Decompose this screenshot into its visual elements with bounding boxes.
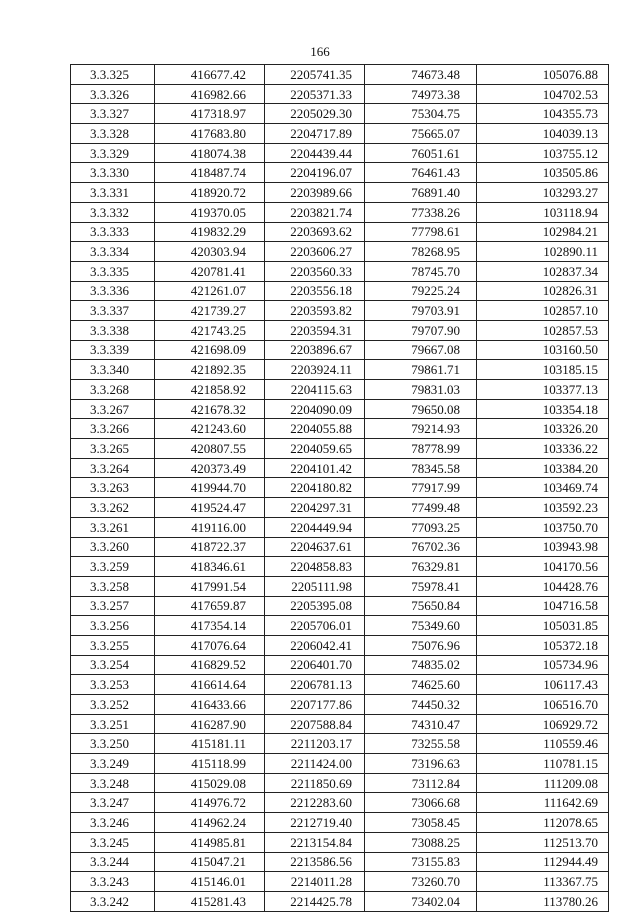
table-row <box>71 773 609 793</box>
coord-x-cell: 417354.14 <box>155 616 265 636</box>
coord-y2-cell: 104039.13 <box>477 124 609 144</box>
point-id-cell: 3.3.325 <box>71 65 155 85</box>
coord-y2-cell: 103755.12 <box>477 143 609 163</box>
table-row <box>71 537 609 557</box>
coord-x2-cell: 78745.70 <box>365 261 477 281</box>
coord-x2-cell: 73260.70 <box>365 872 477 892</box>
table-row <box>71 84 609 104</box>
coord-y-cell: 2213586.56 <box>265 852 365 872</box>
coord-x-cell: 420807.55 <box>155 439 265 459</box>
table-row <box>71 872 609 892</box>
coord-y-cell: 2206781.13 <box>265 675 365 695</box>
coord-y2-cell: 102890.11 <box>477 242 609 262</box>
coord-x2-cell: 79225.24 <box>365 281 477 301</box>
point-id-cell: 3.3.262 <box>71 498 155 518</box>
coord-y-cell: 2203593.82 <box>265 301 365 321</box>
coord-y-cell: 2206401.70 <box>265 655 365 675</box>
coord-x2-cell: 78778.99 <box>365 439 477 459</box>
coord-x2-cell: 73112.84 <box>365 773 477 793</box>
coord-x-cell: 416433.66 <box>155 695 265 715</box>
point-id-cell: 3.3.261 <box>71 517 155 537</box>
coord-x-cell: 417076.64 <box>155 635 265 655</box>
coord-y-cell: 2204090.09 <box>265 399 365 419</box>
coord-x2-cell: 73155.83 <box>365 852 477 872</box>
table-row <box>71 340 609 360</box>
coord-y2-cell: 103750.70 <box>477 517 609 537</box>
point-id-cell: 3.3.338 <box>71 320 155 340</box>
table-row <box>71 439 609 459</box>
table-row <box>71 734 609 754</box>
coord-y2-cell: 112944.49 <box>477 852 609 872</box>
coord-x2-cell: 78268.95 <box>365 242 477 262</box>
coord-y2-cell: 103377.13 <box>477 380 609 400</box>
coord-x2-cell: 76702.36 <box>365 537 477 557</box>
coord-x2-cell: 76329.81 <box>365 557 477 577</box>
table-row <box>71 517 609 537</box>
coord-x-cell: 414962.24 <box>155 813 265 833</box>
coord-y2-cell: 103118.94 <box>477 202 609 222</box>
coord-x2-cell: 74450.32 <box>365 695 477 715</box>
coord-x-cell: 421739.27 <box>155 301 265 321</box>
coord-x2-cell: 74625.60 <box>365 675 477 695</box>
coord-y-cell: 2204297.31 <box>265 498 365 518</box>
coord-y-cell: 2204439.44 <box>265 143 365 163</box>
coord-y2-cell: 104170.56 <box>477 557 609 577</box>
coord-y2-cell: 106117.43 <box>477 675 609 695</box>
table-row <box>71 616 609 636</box>
point-id-cell: 3.3.334 <box>71 242 155 262</box>
coord-x2-cell: 73088.25 <box>365 832 477 852</box>
coord-y-cell: 2214425.78 <box>265 891 365 911</box>
coord-x2-cell: 79214.93 <box>365 419 477 439</box>
coord-y-cell: 2203693.62 <box>265 222 365 242</box>
point-id-cell: 3.3.248 <box>71 773 155 793</box>
coord-y-cell: 2203606.27 <box>265 242 365 262</box>
table-row <box>71 852 609 872</box>
point-id-cell: 3.3.268 <box>71 380 155 400</box>
coord-x-cell: 415181.11 <box>155 734 265 754</box>
coord-x-cell: 417683.80 <box>155 124 265 144</box>
point-id-cell: 3.3.326 <box>71 84 155 104</box>
coord-y2-cell: 110559.46 <box>477 734 609 754</box>
coord-y-cell: 2213154.84 <box>265 832 365 852</box>
table-row <box>71 675 609 695</box>
coord-y2-cell: 103469.74 <box>477 478 609 498</box>
coord-y2-cell: 112078.65 <box>477 813 609 833</box>
coord-y2-cell: 105734.96 <box>477 655 609 675</box>
table-row <box>71 222 609 242</box>
table-row <box>71 754 609 774</box>
point-id-cell: 3.3.333 <box>71 222 155 242</box>
point-id-cell: 3.3.247 <box>71 793 155 813</box>
coord-x2-cell: 78345.58 <box>365 458 477 478</box>
table-row <box>71 813 609 833</box>
coord-y2-cell: 111209.08 <box>477 773 609 793</box>
coord-y2-cell: 104355.73 <box>477 104 609 124</box>
coord-x2-cell: 79667.08 <box>365 340 477 360</box>
coord-y-cell: 2204717.89 <box>265 124 365 144</box>
table-row <box>71 380 609 400</box>
point-id-cell: 3.3.255 <box>71 635 155 655</box>
point-id-cell: 3.3.335 <box>71 261 155 281</box>
point-id-cell: 3.3.331 <box>71 183 155 203</box>
coord-x-cell: 416287.90 <box>155 714 265 734</box>
coord-y2-cell: 103505.86 <box>477 163 609 183</box>
coord-x2-cell: 74673.48 <box>365 65 477 85</box>
coord-y2-cell: 102984.21 <box>477 222 609 242</box>
coordinate-table <box>70 64 609 912</box>
coord-x-cell: 421698.09 <box>155 340 265 360</box>
coord-y2-cell: 110781.15 <box>477 754 609 774</box>
table-row <box>71 163 609 183</box>
coord-y-cell: 2212719.40 <box>265 813 365 833</box>
table-row <box>71 793 609 813</box>
coord-x-cell: 416614.64 <box>155 675 265 695</box>
coord-y-cell: 2204101.42 <box>265 458 365 478</box>
coord-x-cell: 419116.00 <box>155 517 265 537</box>
point-id-cell: 3.3.264 <box>71 458 155 478</box>
coord-y2-cell: 103354.18 <box>477 399 609 419</box>
coord-x-cell: 418487.74 <box>155 163 265 183</box>
coord-y2-cell: 113367.75 <box>477 872 609 892</box>
coord-x2-cell: 77917.99 <box>365 478 477 498</box>
table-row <box>71 202 609 222</box>
point-id-cell: 3.3.330 <box>71 163 155 183</box>
table-row <box>71 714 609 734</box>
point-id-cell: 3.3.340 <box>71 360 155 380</box>
coord-y-cell: 2203896.67 <box>265 340 365 360</box>
coord-y-cell: 2205706.01 <box>265 616 365 636</box>
coord-x-cell: 418346.61 <box>155 557 265 577</box>
coord-y2-cell: 102857.53 <box>477 320 609 340</box>
coord-x-cell: 417318.97 <box>155 104 265 124</box>
coord-x2-cell: 74973.38 <box>365 84 477 104</box>
table-row <box>71 458 609 478</box>
coord-x-cell: 417991.54 <box>155 576 265 596</box>
coord-x-cell: 419832.29 <box>155 222 265 242</box>
coord-x2-cell: 79831.03 <box>365 380 477 400</box>
point-id-cell: 3.3.336 <box>71 281 155 301</box>
table-row <box>71 65 609 85</box>
point-id-cell: 3.3.256 <box>71 616 155 636</box>
table-row <box>71 419 609 439</box>
coord-x-cell: 415047.21 <box>155 852 265 872</box>
coord-x-cell: 416829.52 <box>155 655 265 675</box>
coord-x-cell: 420781.41 <box>155 261 265 281</box>
table-row <box>71 399 609 419</box>
table-row <box>71 124 609 144</box>
coord-x-cell: 419370.05 <box>155 202 265 222</box>
table-row <box>71 576 609 596</box>
coord-x2-cell: 73066.68 <box>365 793 477 813</box>
coord-y-cell: 2207177.86 <box>265 695 365 715</box>
coord-x2-cell: 79650.08 <box>365 399 477 419</box>
coord-x-cell: 420373.49 <box>155 458 265 478</box>
coord-x-cell: 418074.38 <box>155 143 265 163</box>
coord-y2-cell: 113780.26 <box>477 891 609 911</box>
coord-y2-cell: 105076.88 <box>477 65 609 85</box>
coord-y2-cell: 105031.85 <box>477 616 609 636</box>
coord-y2-cell: 103336.22 <box>477 439 609 459</box>
coord-x-cell: 421261.07 <box>155 281 265 301</box>
table-row <box>71 695 609 715</box>
coord-y2-cell: 103326.20 <box>477 419 609 439</box>
coord-y-cell: 2205371.33 <box>265 84 365 104</box>
coord-x2-cell: 77093.25 <box>365 517 477 537</box>
coord-x2-cell: 77338.26 <box>365 202 477 222</box>
coordinate-table-body <box>71 65 609 912</box>
coord-y-cell: 2204055.88 <box>265 419 365 439</box>
coord-x-cell: 415281.43 <box>155 891 265 911</box>
coord-x2-cell: 75349.60 <box>365 616 477 636</box>
coord-y2-cell: 106516.70 <box>477 695 609 715</box>
point-id-cell: 3.3.266 <box>71 419 155 439</box>
coord-y-cell: 2204637.61 <box>265 537 365 557</box>
table-row <box>71 498 609 518</box>
coord-y-cell: 2204858.83 <box>265 557 365 577</box>
coord-y-cell: 2205111.98 <box>265 576 365 596</box>
coord-y-cell: 2204449.94 <box>265 517 365 537</box>
point-id-cell: 3.3.254 <box>71 655 155 675</box>
coord-y-cell: 2206042.41 <box>265 635 365 655</box>
point-id-cell: 3.3.258 <box>71 576 155 596</box>
table-row <box>71 832 609 852</box>
coord-y2-cell: 105372.18 <box>477 635 609 655</box>
coord-x-cell: 414976.72 <box>155 793 265 813</box>
coord-x-cell: 414985.81 <box>155 832 265 852</box>
page-number: 166 <box>310 44 330 59</box>
coord-x2-cell: 73058.45 <box>365 813 477 833</box>
point-id-cell: 3.3.265 <box>71 439 155 459</box>
table-row <box>71 478 609 498</box>
coord-x2-cell: 74310.47 <box>365 714 477 734</box>
table-row <box>71 320 609 340</box>
coord-y2-cell: 104428.76 <box>477 576 609 596</box>
coord-y-cell: 2203594.31 <box>265 320 365 340</box>
point-id-cell: 3.3.243 <box>71 872 155 892</box>
coord-x2-cell: 75978.41 <box>365 576 477 596</box>
point-id-cell: 3.3.328 <box>71 124 155 144</box>
coord-y-cell: 2203556.18 <box>265 281 365 301</box>
coord-x-cell: 415146.01 <box>155 872 265 892</box>
table-row <box>71 261 609 281</box>
coord-x2-cell: 77798.61 <box>365 222 477 242</box>
coord-y-cell: 2204180.82 <box>265 478 365 498</box>
coord-x-cell: 415118.99 <box>155 754 265 774</box>
coord-x-cell: 416982.66 <box>155 84 265 104</box>
point-id-cell: 3.3.252 <box>71 695 155 715</box>
coord-y-cell: 2205741.35 <box>265 65 365 85</box>
coord-x-cell: 421243.60 <box>155 419 265 439</box>
coord-y-cell: 2211850.69 <box>265 773 365 793</box>
coord-x-cell: 418722.37 <box>155 537 265 557</box>
coord-x2-cell: 75650.84 <box>365 596 477 616</box>
table-row <box>71 557 609 577</box>
coord-y2-cell: 111642.69 <box>477 793 609 813</box>
point-id-cell: 3.3.263 <box>71 478 155 498</box>
table-row <box>71 281 609 301</box>
coord-x2-cell: 73255.58 <box>365 734 477 754</box>
coord-y2-cell: 106929.72 <box>477 714 609 734</box>
point-id-cell: 3.3.329 <box>71 143 155 163</box>
coord-y2-cell: 102837.34 <box>477 261 609 281</box>
coord-y-cell: 2205029.30 <box>265 104 365 124</box>
coord-y2-cell: 102826.31 <box>477 281 609 301</box>
coord-x2-cell: 74835.02 <box>365 655 477 675</box>
coord-x2-cell: 75304.75 <box>365 104 477 124</box>
coord-x-cell: 416677.42 <box>155 65 265 85</box>
coord-y-cell: 2204196.07 <box>265 163 365 183</box>
point-id-cell: 3.3.257 <box>71 596 155 616</box>
point-id-cell: 3.3.260 <box>71 537 155 557</box>
coord-x2-cell: 76891.40 <box>365 183 477 203</box>
coord-y2-cell: 103160.50 <box>477 340 609 360</box>
coord-x2-cell: 79707.90 <box>365 320 477 340</box>
coord-x2-cell: 73402.04 <box>365 891 477 911</box>
coord-y2-cell: 102857.10 <box>477 301 609 321</box>
table-row <box>71 655 609 675</box>
point-id-cell: 3.3.246 <box>71 813 155 833</box>
coord-x-cell: 418920.72 <box>155 183 265 203</box>
table-row <box>71 143 609 163</box>
coord-x-cell: 420303.94 <box>155 242 265 262</box>
coord-x2-cell: 76051.61 <box>365 143 477 163</box>
coord-x-cell: 421678.32 <box>155 399 265 419</box>
coord-y-cell: 2211424.00 <box>265 754 365 774</box>
point-id-cell: 3.3.327 <box>71 104 155 124</box>
coord-x-cell: 419944.70 <box>155 478 265 498</box>
coord-y-cell: 2207588.84 <box>265 714 365 734</box>
coord-y2-cell: 103943.98 <box>477 537 609 557</box>
table-row <box>71 242 609 262</box>
coord-y-cell: 2214011.28 <box>265 872 365 892</box>
coord-x2-cell: 75665.07 <box>365 124 477 144</box>
point-id-cell: 3.3.337 <box>71 301 155 321</box>
coord-y2-cell: 112513.70 <box>477 832 609 852</box>
coord-y2-cell: 103384.20 <box>477 458 609 478</box>
coord-y-cell: 2205395.08 <box>265 596 365 616</box>
coord-y2-cell: 103185.15 <box>477 360 609 380</box>
table-row <box>71 596 609 616</box>
coord-y-cell: 2203821.74 <box>265 202 365 222</box>
coord-y-cell: 2203989.66 <box>265 183 365 203</box>
coord-x-cell: 421892.35 <box>155 360 265 380</box>
table-row <box>71 891 609 911</box>
point-id-cell: 3.3.249 <box>71 754 155 774</box>
coord-x-cell: 417659.87 <box>155 596 265 616</box>
coord-x-cell: 419524.47 <box>155 498 265 518</box>
coord-y2-cell: 104702.53 <box>477 84 609 104</box>
coord-y2-cell: 103592.23 <box>477 498 609 518</box>
coord-y-cell: 2204059.65 <box>265 439 365 459</box>
coord-x2-cell: 79861.71 <box>365 360 477 380</box>
table-row <box>71 104 609 124</box>
coord-x2-cell: 79703.91 <box>365 301 477 321</box>
point-id-cell: 3.3.244 <box>71 852 155 872</box>
point-id-cell: 3.3.253 <box>71 675 155 695</box>
table-row <box>71 183 609 203</box>
point-id-cell: 3.3.339 <box>71 340 155 360</box>
coord-x2-cell: 77499.48 <box>365 498 477 518</box>
point-id-cell: 3.3.251 <box>71 714 155 734</box>
coord-x2-cell: 75076.96 <box>365 635 477 655</box>
coord-x-cell: 421743.25 <box>155 320 265 340</box>
coord-y2-cell: 104716.58 <box>477 596 609 616</box>
coord-x2-cell: 76461.43 <box>365 163 477 183</box>
table-row <box>71 635 609 655</box>
coord-y-cell: 2212283.60 <box>265 793 365 813</box>
point-id-cell: 3.3.242 <box>71 891 155 911</box>
table-row <box>71 301 609 321</box>
coord-y2-cell: 103293.27 <box>477 183 609 203</box>
coord-x-cell: 421858.92 <box>155 380 265 400</box>
coord-x-cell: 415029.08 <box>155 773 265 793</box>
point-id-cell: 3.3.250 <box>71 734 155 754</box>
point-id-cell: 3.3.332 <box>71 202 155 222</box>
point-id-cell: 3.3.259 <box>71 557 155 577</box>
coord-y-cell: 2204115.63 <box>265 380 365 400</box>
coord-y-cell: 2211203.17 <box>265 734 365 754</box>
coord-x2-cell: 73196.63 <box>365 754 477 774</box>
table-row <box>71 360 609 380</box>
coord-y-cell: 2203924.11 <box>265 360 365 380</box>
point-id-cell: 3.3.245 <box>71 832 155 852</box>
coord-y-cell: 2203560.33 <box>265 261 365 281</box>
point-id-cell: 3.3.267 <box>71 399 155 419</box>
